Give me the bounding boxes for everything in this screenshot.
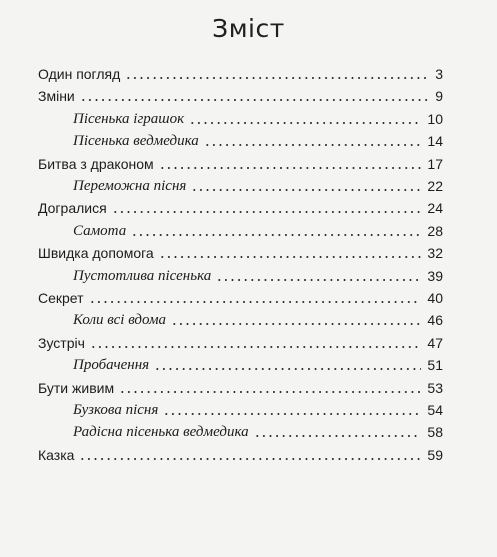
dot-leader [159, 167, 422, 169]
toc-page-number: 46 [427, 312, 443, 329]
toc-page-number: 17 [427, 155, 443, 172]
toc-entry-title: Один погляд [38, 66, 121, 82]
dot-leader [254, 435, 422, 437]
dot-leader [163, 413, 421, 415]
toc-subentry [73, 308, 443, 328]
toc-page-number: 10 [427, 110, 443, 127]
toc-subentry [73, 353, 443, 373]
toc-entry-title: Переможна пісня [73, 178, 187, 194]
toc-subentry [73, 398, 443, 418]
dot-leader [191, 189, 421, 191]
toc-page-number: 58 [427, 424, 443, 441]
dot-leader [204, 144, 422, 146]
toc-entry [38, 443, 443, 463]
toc-entry-title: Догралися [38, 200, 107, 217]
toc-subentry [73, 107, 443, 127]
dot-leader [89, 301, 422, 303]
toc-entry [38, 62, 443, 82]
toc-page-number: 32 [427, 245, 443, 262]
toc-subentry [73, 174, 443, 194]
toc-entry-title: Пустотлива пісенька [73, 267, 212, 284]
toc-subentry [73, 264, 443, 284]
toc-entry-title: Пісенька ведмедика [73, 133, 199, 150]
toc-entry-title: Казка [38, 446, 75, 463]
toc-entry-title: Бузкова пісня [73, 402, 159, 418]
dot-leader [159, 256, 422, 258]
toc-entry-title: Секрет [38, 290, 84, 306]
toc-page-number: 22 [427, 178, 443, 194]
toc-page-number: 54 [427, 402, 443, 418]
toc-entry [38, 152, 443, 172]
toc-page-number: 53 [427, 379, 443, 396]
toc-page-number: 40 [427, 290, 443, 306]
dot-leader [171, 323, 421, 325]
dot-leader [90, 346, 422, 348]
dot-leader [189, 122, 421, 124]
toc-entry-title: Радісна пісенька ведмедика [73, 424, 249, 441]
toc-entry-title: Пісенька іграшок [73, 110, 185, 127]
toc-page-number: 28 [427, 222, 443, 239]
dot-leader [112, 211, 422, 213]
toc-entry-title: Коли всі вдома [73, 312, 167, 329]
toc-page-number: 9 [435, 88, 443, 105]
toc-entry-title: Самота [73, 222, 127, 239]
dot-leader [154, 368, 421, 370]
toc-entry-title: Бути живим [38, 379, 115, 396]
toc-entry [38, 376, 443, 396]
toc-page-number: 14 [427, 133, 443, 150]
toc-subentry [73, 129, 443, 149]
toc-subentry [73, 420, 443, 440]
toc-page-number: 59 [427, 446, 443, 463]
page-title: Зміст [212, 14, 285, 43]
dot-leader [79, 458, 421, 460]
dot-leader [80, 99, 429, 101]
dot-leader [131, 234, 421, 236]
toc-entry [38, 286, 443, 306]
dot-leader [119, 391, 421, 393]
dot-leader [216, 279, 421, 281]
dot-leader [125, 77, 429, 79]
toc-entry [38, 241, 443, 261]
toc-entry-title: Битва з драконом [38, 155, 154, 172]
toc-subentry [73, 219, 443, 239]
toc-entry [38, 196, 443, 216]
toc-entry [38, 84, 443, 104]
toc-entry-title: Зміни [38, 88, 75, 105]
toc-page-number: 3 [435, 66, 443, 82]
toc-entry-title: Зустріч [38, 334, 85, 351]
toc-entry [38, 331, 443, 351]
toc-page-number: 39 [427, 267, 443, 284]
toc-entry-title: Пробачення [73, 357, 150, 374]
toc-page-number: 24 [427, 200, 443, 217]
toc-entry-title: Швидка допомога [38, 245, 154, 262]
toc-page-number: 47 [427, 334, 443, 351]
toc-page-number: 51 [427, 357, 443, 374]
